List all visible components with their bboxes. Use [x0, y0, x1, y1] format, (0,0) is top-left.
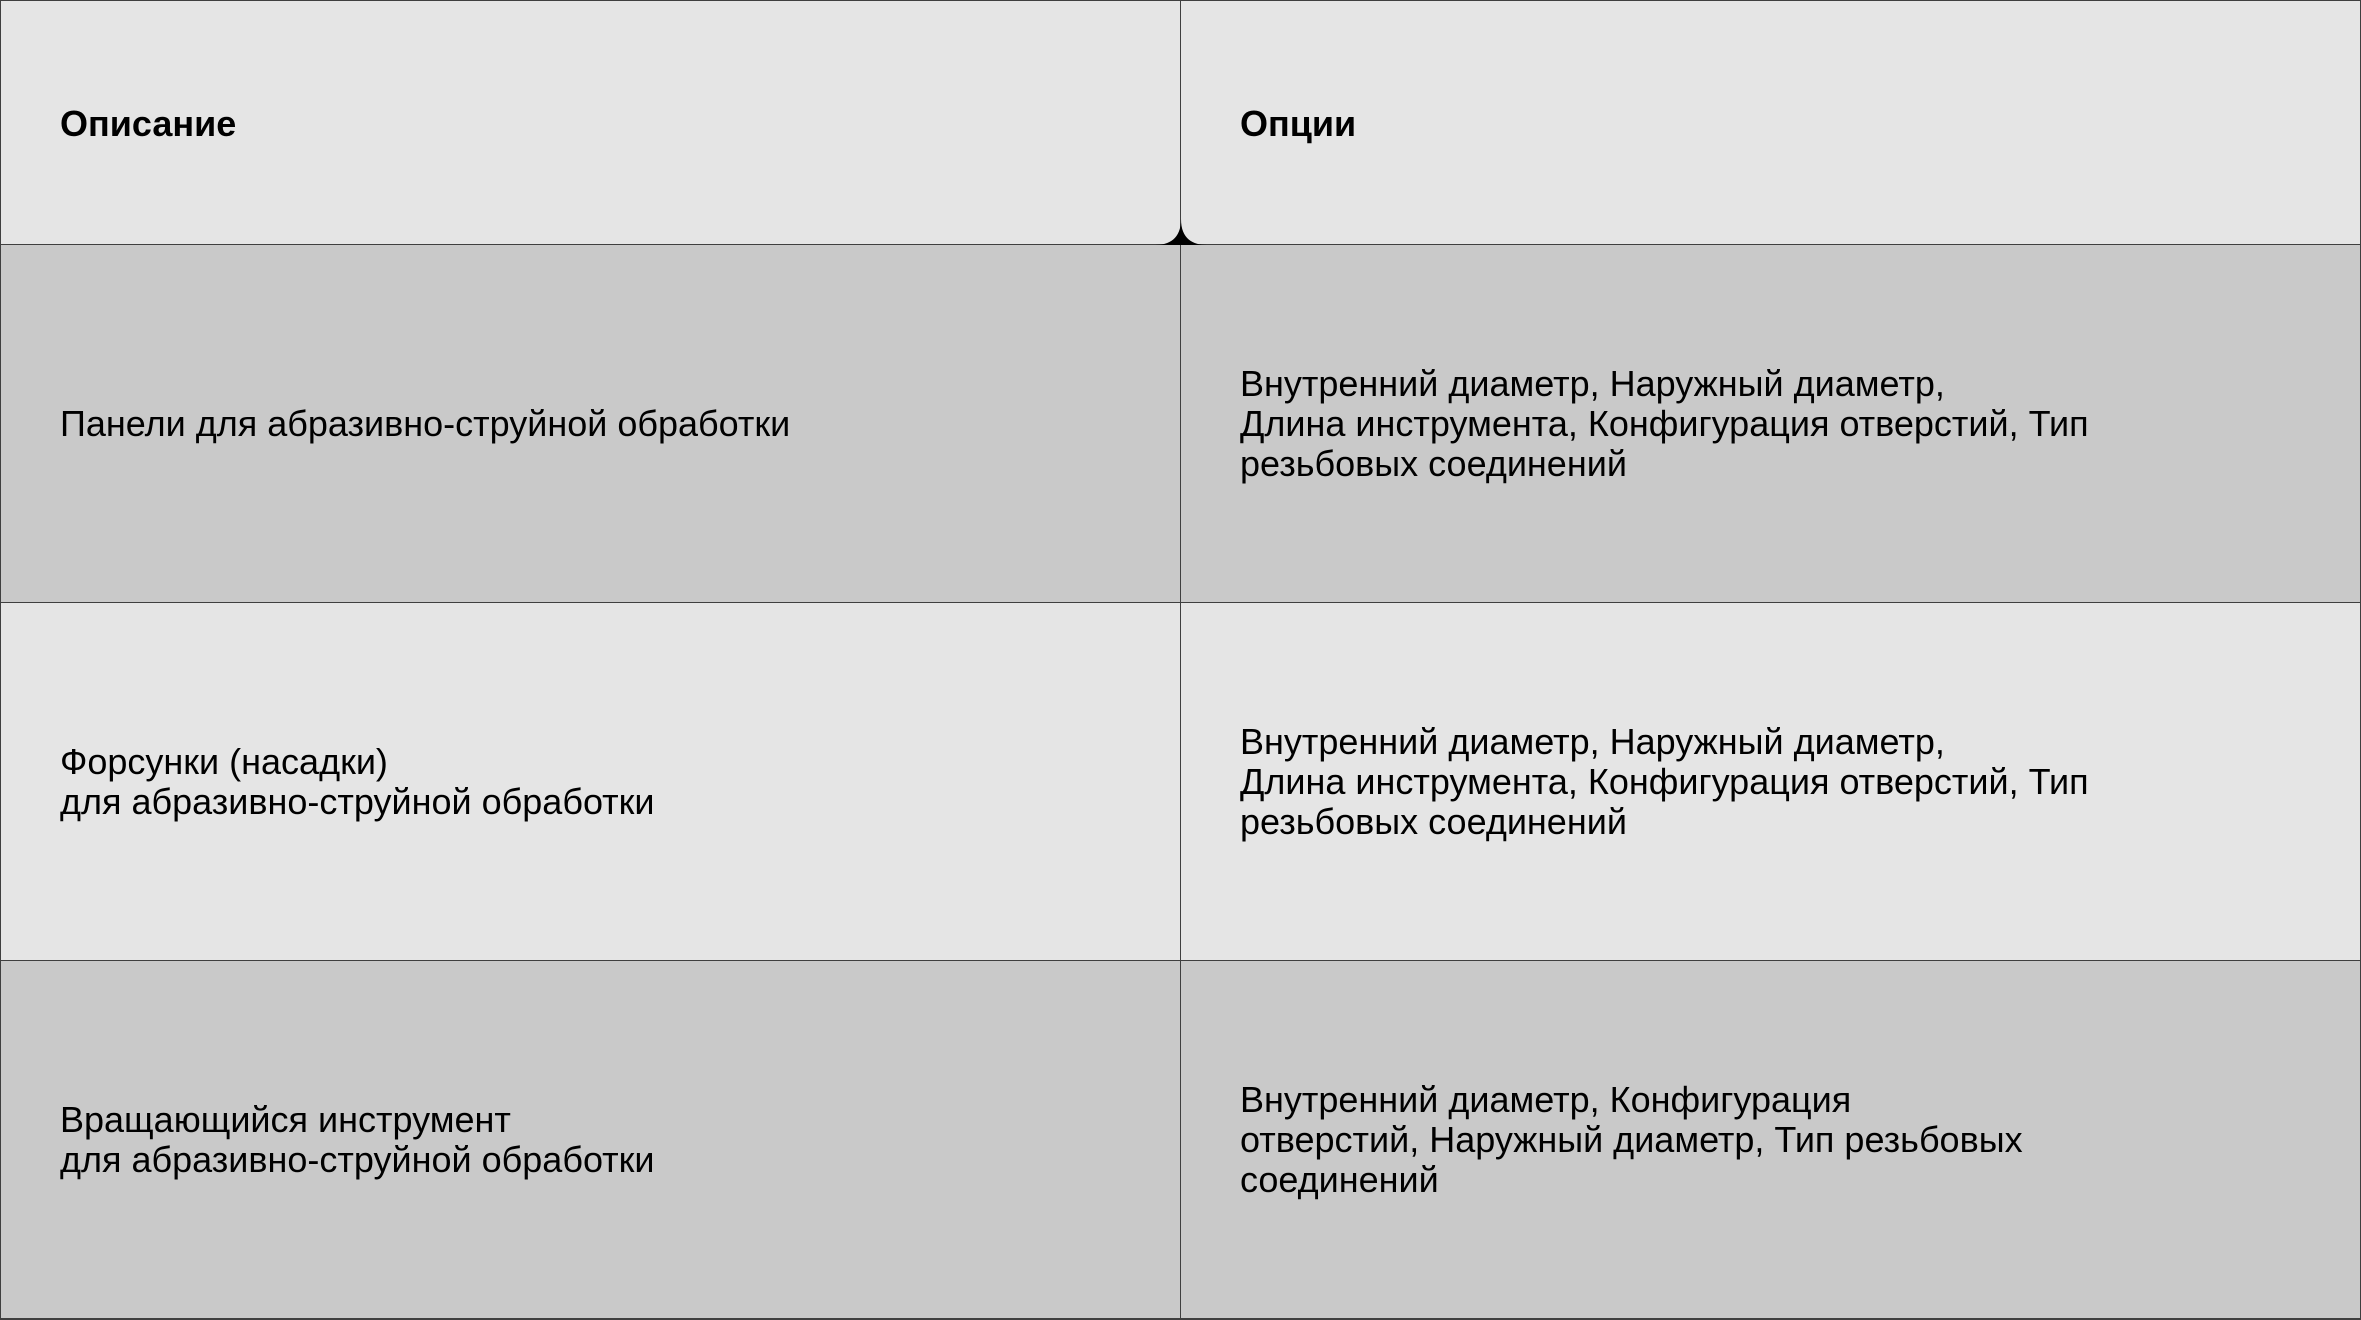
options-cell — [1181, 961, 2360, 1318]
description-cell — [1, 603, 1181, 960]
description-cell — [1, 961, 1181, 1318]
description-text: Панели для абразивно-струйной обработки — [60, 402, 791, 444]
description-text: Форсунки (насадки) для абразивно-струйной обработки — [60, 740, 655, 822]
options-text: Внутренний диаметр, Наружный диаметр, Длина инструмента, Конфигурация отверстий, Тип резьбовых соединений — [1240, 362, 2089, 484]
description-text: Вращающийся инструмент для абразивно-струйной обработки — [60, 1098, 655, 1180]
options-cell — [1181, 245, 2360, 602]
header-options-cell — [1181, 1, 2360, 244]
options-text: Внутренний диаметр, Конфигурация отверстий, Наружный диаметр, Тип резьбовых соединений — [1240, 1078, 2023, 1200]
table-row — [1, 603, 2360, 961]
table-row — [1, 961, 2360, 1319]
header-description-cell — [1, 1, 1181, 244]
header-options-label: Опции — [1240, 103, 1357, 144]
table-row — [1, 245, 2360, 603]
options-text: Внутренний диаметр, Наружный диаметр, Длина инструмента, Конфигурация отверстий, Тип резьбовых соединений — [1240, 720, 2089, 842]
column-divider-notch-icon — [1155, 219, 1207, 245]
table-header-row — [1, 1, 2360, 245]
header-description-label: Описание — [60, 103, 237, 144]
description-cell — [1, 245, 1181, 602]
options-cell — [1181, 603, 2360, 960]
